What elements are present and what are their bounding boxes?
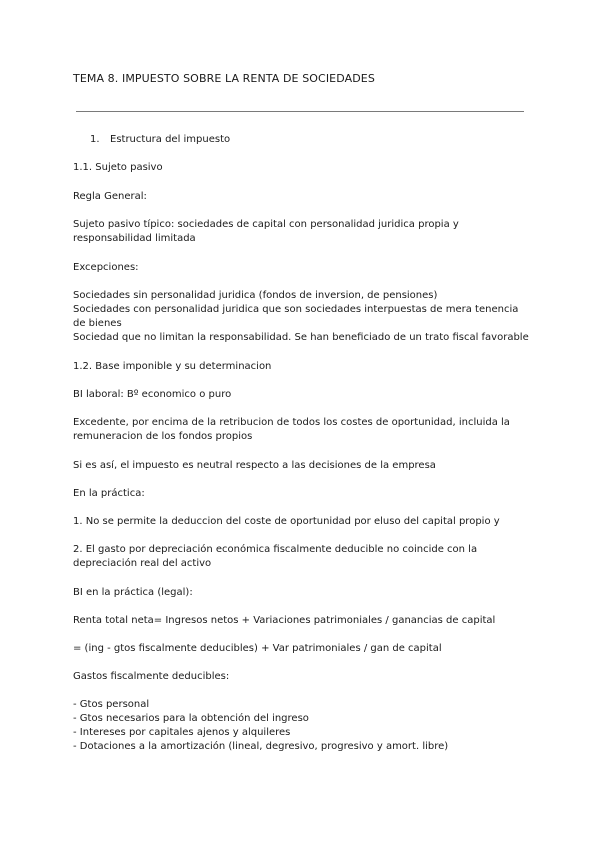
section-title: Estructura del impuesto	[110, 134, 231, 145]
text-line: 1. No se permite la deduccion del coste de oportunidad por eluso del capital propio y	[73, 516, 500, 527]
text-line: Sociedades sin personalidad juridica (fondos de inversion, de pensiones)	[73, 290, 438, 301]
text-line: En la práctica:	[73, 488, 145, 499]
document-title: TEMA 8. IMPUESTO SOBRE LA RENTA DE SOCIEDADES	[73, 72, 375, 85]
text-line: Renta total neta= Ingresos netos + Variaciones patrimoniales / ganancias de capital	[73, 615, 496, 626]
list-item: - Intereses por capitales ajenos y alquileres	[73, 727, 291, 738]
text-line: Sociedades con personalidad juridica que son sociedades interpuestas de mera tenencia	[73, 304, 519, 315]
text-line: Sujeto pasivo típico: sociedades de capital con personalidad juridica propia y	[73, 219, 459, 230]
section-number: 1.	[90, 134, 100, 145]
list-item: - Gtos necesarios para la obtención del ingreso	[73, 713, 309, 724]
text-line: depreciación real del activo	[73, 558, 212, 569]
title-divider	[76, 111, 524, 112]
text-line: responsabilidad limitada	[73, 233, 196, 244]
text-line: BI en la práctica (legal):	[73, 587, 193, 598]
text-line: Sociedad que no limitan la responsabilidad. Se han beneficiado de un trato fiscal favorable	[73, 332, 529, 343]
subheading-sujeto-pasivo: 1.1. Sujeto pasivo	[73, 162, 163, 173]
subheading-base-imponible: 1.2. Base imponible y su determinacion	[73, 361, 272, 372]
text-line: Excepciones:	[73, 262, 139, 273]
text-line: = (ing - gtos fiscalmente deducibles) + Var patrimoniales / gan de capital	[73, 643, 442, 654]
section-heading	[90, 133, 230, 147]
list-item: - Dotaciones a la amortización (lineal, degresivo, progresivo y amort. libre)	[73, 741, 449, 752]
text-line: remuneracion de los fondos propios	[73, 431, 253, 442]
text-line: de bienes	[73, 318, 122, 329]
text-line: BI laboral: Bº economico o puro	[73, 389, 232, 400]
text-line: Excedente, por encima de la retribucion de todos los costes de oportunidad, incluida la	[73, 417, 510, 428]
text-line: Gastos fiscalmente deducibles:	[73, 671, 230, 682]
text-line: 2. El gasto por depreciación económica fiscalmente deducible no coincide con la	[73, 544, 478, 555]
list-item: - Gtos personal	[73, 699, 150, 710]
text-line: Si es así, el impuesto es neutral respecto a las decisiones de la empresa	[73, 460, 436, 471]
text-line: Regla General:	[73, 191, 147, 202]
